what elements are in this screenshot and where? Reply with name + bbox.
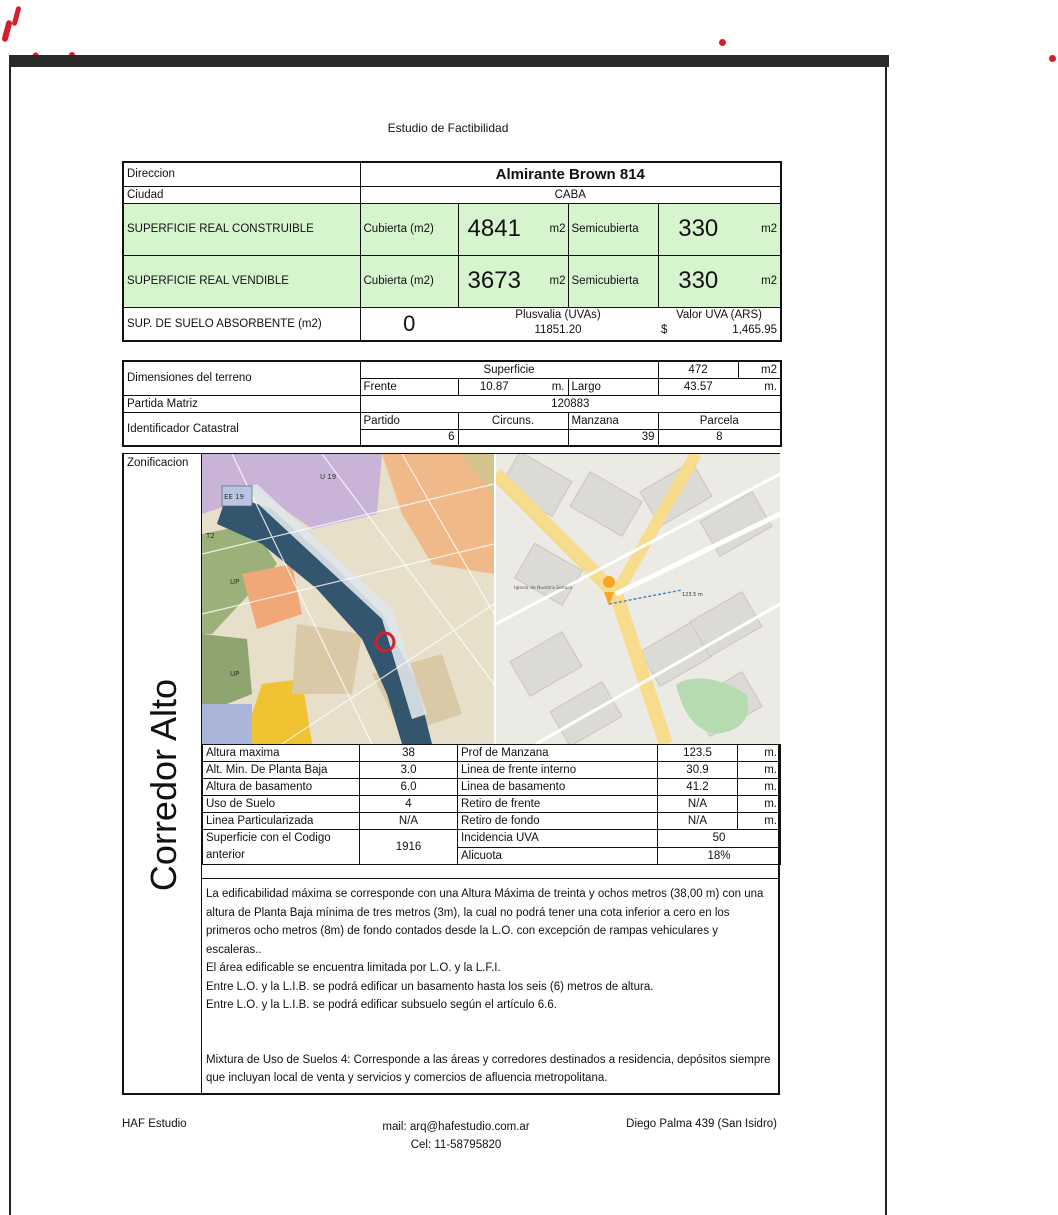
red-mark [719,39,726,46]
map-label-up-2: UP [230,670,240,678]
terreno-table [122,360,782,447]
zonificacion-section [122,453,780,1095]
construible-semi-value: 330 [658,203,738,255]
partida-label: Partida Matriz [123,395,360,412]
construible-cubierta-label: Cubierta (m2) [360,203,458,255]
construible-label: SUPERFICIE REAL CONSTRUIBLE [123,203,360,255]
document-title: Estudio de Factibilidad [387,121,509,135]
alicuota-label: Alicuota [458,847,658,865]
parcela-value: 8 [658,429,781,446]
codigo-label-2: anterior [206,849,245,861]
zoning-row-right-unit: m. [738,813,781,830]
map-label-u19: U 19 [320,473,337,481]
direccion-label: Direccion [123,162,360,186]
zoning-params-table [202,744,781,865]
red-mark [11,6,21,27]
incidencia-value: 50 [658,830,781,848]
note-paragraph: La edificabilidad máxima se corresponde con una Altura Máxima de treinta y ochos metros (38,00 m) con una altura de Planta Baja mínima de tres metros (3m), la cual no podrá tener una cota inferior a cero en los primeros ocho metros (8m) de fondo contados desde la L.O. con excepción de rampas vehiculares y escaleras.. [206,888,764,956]
zoning-map [202,454,494,744]
construible-unit: m2 [530,203,568,255]
direccion-value: Almirante Brown 814 [360,162,781,186]
zonificacion-label: Zonificacion [127,457,189,469]
zoning-row-right-value: 41.2 [658,779,738,796]
circuns-value [458,429,568,446]
zoning-row-right-label: Prof de Manzana [458,745,658,762]
zoning-row-value: N/A [360,813,458,830]
parcela-label: Parcela [658,412,781,429]
suelo-value: 0 [360,307,458,341]
suelo-label: SUP. DE SUELO ABSORBENTE (m2) [123,307,360,341]
zoning-row-right-unit: m. [738,796,781,813]
zoning-row-value: 4 [360,796,458,813]
plusvalia-value: 11851.20 [534,323,582,336]
uva-label: Valor UVA (ARS) [676,308,762,321]
vendible-cubierta-value: 3673 [458,255,530,307]
vendible-cubierta-label: Cubierta (m2) [360,255,458,307]
notes-mixtura: Mixtura de Uso de Suelos 4: Corresponde a las áreas y corredores destinados a residencia, depósitos siempre que incluyan local de venta y servicios y comercios de afluencia metropolitana. [206,1053,771,1084]
zoning-row-right-unit: m. [738,779,781,796]
zoning-row-right-value: N/A [658,796,738,813]
zoning-row-right-value: N/A [658,813,738,830]
largo-label: Largo [568,378,658,395]
footer-company: HAF Estudio [122,1118,187,1130]
zoning-row-label: Uso de Suelo [203,796,360,813]
superficie-label: Superficie [360,361,658,378]
uva-currency: $ [661,323,668,336]
map-poi-label: Iglesia de Nuestra Señora [514,586,573,591]
top-bar [9,55,889,67]
zoning-row-value: 38 [360,745,458,762]
map-label-up: UP [230,578,240,586]
vendible-semi-value: 330 [658,255,738,307]
circuns-label: Circuns. [458,412,568,429]
map-distance-label: 123.5 m [682,592,703,598]
construible-semi-label: Semicubierta [568,203,658,255]
zoning-row-right-label: Linea de frente interno [458,762,658,779]
zoning-row [203,813,781,830]
street-map [496,454,780,744]
frente-value: 10.87 [458,378,530,395]
zoning-row-right-unit: m. [738,762,781,779]
zoning-row-value: 6.0 [360,779,458,796]
footer-mail: mail: arq@hafestudio.com.ar [382,1121,530,1133]
largo-value: 43.57 [658,378,738,395]
document-page [9,55,887,1215]
zoning-row-right-label: Retiro de frente [458,796,658,813]
vendible-unit: m2 [530,255,568,307]
footer-address: Diego Palma 439 (San Isidro) [626,1118,777,1130]
zoning-row [203,762,781,779]
zoning-row-right-value: 30.9 [658,762,738,779]
identificador-label: Identificador Catastral [123,412,360,446]
construible-semi-unit: m2 [738,203,781,255]
construible-cubierta-value: 4841 [458,203,530,255]
zoning-row-label: Alt. Min. De Planta Baja [203,762,360,779]
notes-list [206,885,776,1015]
plusvalia-cell [458,307,658,341]
codigo-value: 1916 [360,830,458,865]
ciudad-label: Ciudad [123,186,360,203]
manzana-label: Manzana [568,412,658,429]
superficie-value: 472 [658,361,738,378]
zoning-row-right-value: 123.5 [658,745,738,762]
zoning-row [203,779,781,796]
codigo-label-1: Superficie con el Codigo [206,832,331,844]
vendible-semi-unit: m2 [738,255,781,307]
zoning-row-right-unit: m. [738,745,781,762]
superficie-unit: m2 [738,361,781,378]
manzana-value: 39 [568,429,658,446]
zonificacion-sidebar [124,454,202,1093]
zoning-row-value: 3.0 [360,762,458,779]
note-paragraph: El área edificable se encuentra limitada por L.O. y la L.F.I. [206,962,501,974]
frente-label: Frente [360,378,458,395]
zoning-row-label: Altura maxima [203,745,360,762]
frente-unit: m. [530,378,568,395]
red-mark [1049,55,1056,62]
vendible-label: SUPERFICIE REAL VENDIBLE [123,255,360,307]
zoning-map-graphic [202,454,494,744]
incidencia-label: Incidencia UVA [458,830,658,848]
codigo-label [203,830,360,865]
zone-vertical-title: Corredor Alto [143,678,184,892]
footer-contact [366,1118,546,1154]
map-label-ee19: EE 19 [224,493,244,501]
plusvalia-label: Plusvalia (UVAs) [515,308,601,321]
zoning-row [203,745,781,762]
street-map-graphic [496,454,780,744]
partida-value: 120883 [360,395,781,412]
zoning-row-right-label: Linea de basamento [458,779,658,796]
partido-value: 6 [360,429,458,446]
zoning-row [203,796,781,813]
zoning-row-right-label: Retiro de fondo [458,813,658,830]
largo-unit: m. [738,378,781,395]
note-paragraph: Entre L.O. y la L.I.B. se podrá edificar un basamento hasta los seis (6) metros de altura. [206,980,654,993]
ciudad-value: CABA [360,186,781,203]
vendible-semi-label: Semicubierta [568,255,658,307]
dimensiones-label: Dimensiones del terreno [123,361,360,395]
alicuota-value: 18% [658,847,781,865]
uva-value: 1,465.95 [732,323,778,336]
zoning-row-label: Linea Particularizada [203,813,360,830]
map-label-t2: T2 [206,532,215,540]
property-info-table [122,161,782,342]
zoning-row-label: Altura de basamento [203,779,360,796]
zoning-notes [202,878,780,1094]
footer-cel: Cel: 11-58795820 [410,1139,502,1151]
partido-label: Partido [360,412,458,429]
uva-cell [658,307,781,341]
note-paragraph: Entre L.O. y la L.I.B. se podrá edificar subsuelo según el artículo 6.6. [206,999,557,1011]
